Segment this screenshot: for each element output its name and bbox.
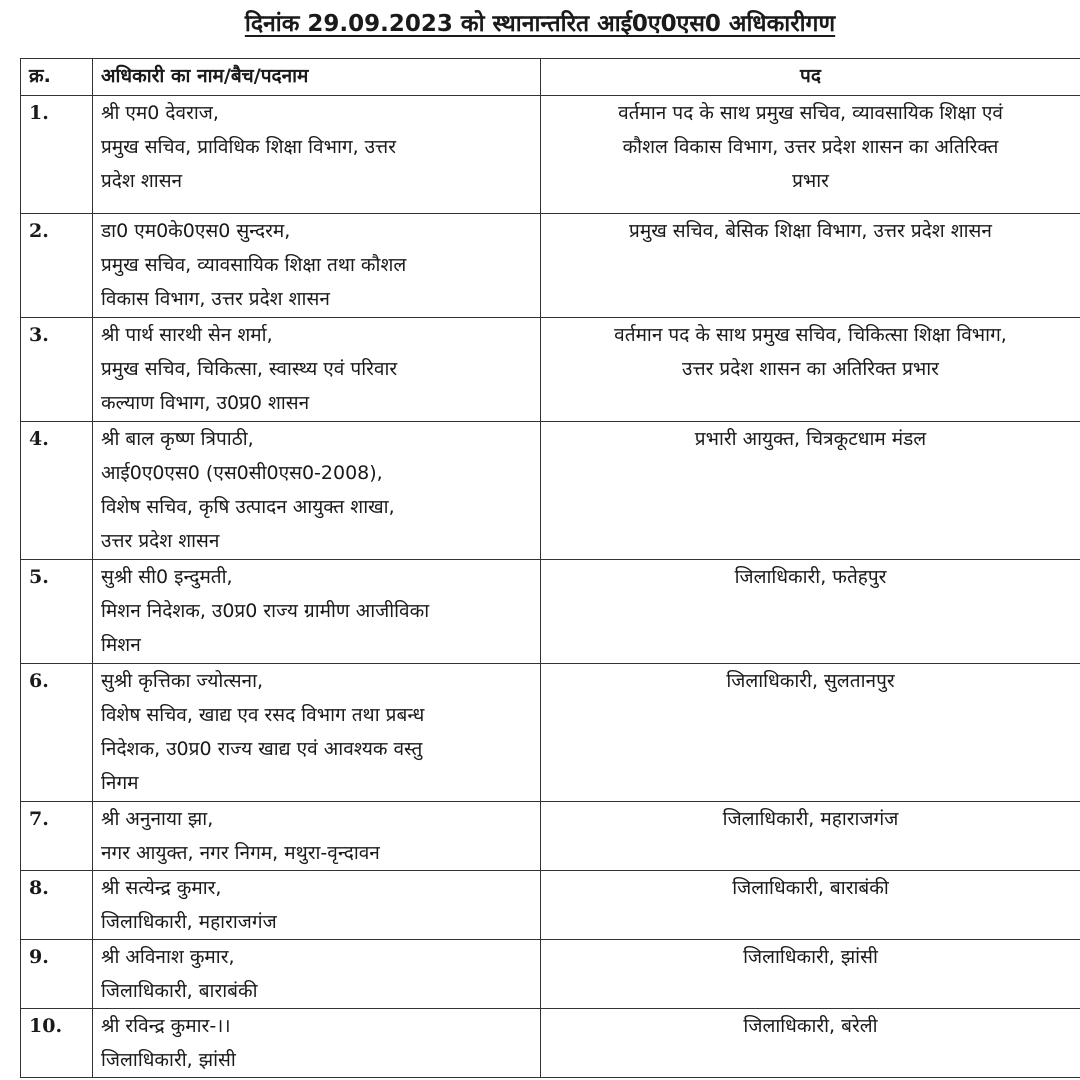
new-post-line: उत्तर प्रदेश शासन का अतिरिक्त प्रभार [682, 358, 939, 380]
officer-details-line: डा0 एम0के0एस0 सुन्दरम, [101, 220, 291, 242]
officer-details-line: प्रमुख सचिव, प्राविधिक शिक्षा विभाग, उत्तर [101, 136, 396, 158]
officer-details-line: प्रदेश शासन [101, 170, 183, 192]
officer-details-line: प्रमुख सचिव, व्यावसायिक शिक्षा तथा कौशल [101, 254, 407, 276]
new-post [541, 422, 1080, 560]
new-post-line: प्रभारी आयुक्त, चित्रकूटधाम मंडल [694, 428, 927, 450]
officer-details-line: नगर आयुक्त, नगर निगम, मथुरा-वृन्दावन [101, 842, 380, 864]
officer-details-line: श्री अविनाश कुमार, [101, 946, 235, 968]
serial-number: 2. [21, 214, 93, 318]
officer-details-line: सुश्री कृत्तिका ज्योत्सना, [101, 670, 264, 692]
new-post [541, 318, 1080, 422]
officer-details-line: विशेष सचिव, खाद्य एव रसद विभाग तथा प्रबन्ध [101, 704, 425, 726]
new-post-line: प्रमुख सचिव, बेसिक शिक्षा विभाग, उत्तर प्रदेश शासन [629, 220, 992, 242]
table-row [21, 318, 1080, 422]
serial-number: 4. [21, 422, 93, 560]
officer-details [93, 560, 541, 664]
new-post-line: कौशल विकास विभाग, उत्तर प्रदेश शासन का अतिरिक्त [622, 136, 999, 158]
officer-details-line: श्री पार्थ सारथी सेन शर्मा, [101, 324, 273, 346]
new-post [541, 560, 1080, 664]
new-post [541, 664, 1080, 802]
new-post-line: जिलाधिकारी, सुलतानपुर [726, 670, 895, 692]
officer-details-line: श्री बाल कृष्ण त्रिपाठी, [101, 428, 254, 450]
officer-details [93, 802, 541, 871]
new-post [541, 214, 1080, 318]
officer-details-line: उत्तर प्रदेश शासन [101, 530, 220, 552]
table-row [21, 940, 1080, 1009]
officer-details-line: श्री अनुनाया झा, [101, 808, 214, 830]
transfer-table [20, 58, 1080, 1078]
serial-number: 1. [21, 96, 93, 214]
new-post-line: वर्तमान पद के साथ प्रमुख सचिव, व्यावसायिक शिक्षा एवं [618, 102, 1003, 124]
officer-details-line: जिलाधिकारी, झांसी [101, 1049, 236, 1071]
serial-number: 6. [21, 664, 93, 802]
table-row [21, 802, 1080, 871]
new-post-line: जिलाधिकारी, बरेली [743, 1015, 878, 1037]
officer-details-line: विकास विभाग, उत्तर प्रदेश शासन [101, 288, 330, 310]
new-post-line: जिलाधिकारी, बाराबंकी [732, 877, 889, 899]
new-post-line: जिलाधिकारी, महाराजगंज [722, 808, 899, 830]
officer-details-line: विशेष सचिव, कृषि उत्पादन आयुक्त शाखा, [101, 496, 395, 518]
table-body [21, 96, 1080, 1078]
officer-details-line: सुश्री सी0 इन्दुमती, [101, 566, 233, 588]
officer-details-line: प्रमुख सचिव, चिकित्सा, स्वास्थ्य एवं परिवार [101, 358, 398, 380]
officer-details-line: निगम [101, 772, 139, 794]
officer-details-line: निदेशक, उ0प्र0 राज्य खाद्य एवं आवश्यक वस्तु [101, 738, 423, 760]
serial-number: 3. [21, 318, 93, 422]
officer-details-line: श्री सत्येन्द्र कुमार, [101, 877, 222, 899]
header-post: पद [541, 59, 1080, 96]
serial-number: 7. [21, 802, 93, 871]
new-post [541, 940, 1080, 1009]
officer-details-line: श्री एम0 देवराज, [101, 102, 219, 124]
new-post-line: प्रभार [792, 170, 829, 192]
officer-details [93, 1009, 541, 1078]
new-post-line: जिलाधिकारी, फतेहपुर [734, 566, 887, 588]
officer-details-line: मिशन [101, 634, 141, 656]
table-row [21, 664, 1080, 802]
table-row [21, 422, 1080, 560]
new-post [541, 802, 1080, 871]
officer-details-line: कल्याण विभाग, उ0प्र0 शासन [101, 392, 310, 414]
officer-details [93, 318, 541, 422]
table-row [21, 214, 1080, 318]
document-title: दिनांक 29.09.2023 को स्थानान्तरित आई0ए0एस0 अधिकारीगण [244, 11, 836, 37]
officer-details [93, 214, 541, 318]
table-row [21, 871, 1080, 940]
serial-number: 9. [21, 940, 93, 1009]
officer-details [93, 871, 541, 940]
officer-details-line: जिलाधिकारी, बाराबंकी [101, 980, 258, 1002]
new-post [541, 1009, 1080, 1078]
officer-details-line: श्री रविन्द्र कुमार-।। [101, 1015, 231, 1037]
new-post-line: जिलाधिकारी, झांसी [743, 946, 878, 968]
new-post [541, 871, 1080, 940]
officer-details-line: जिलाधिकारी, महाराजगंज [101, 911, 277, 933]
new-post-line: वर्तमान पद के साथ प्रमुख सचिव, चिकित्सा शिक्षा विभाग, [614, 324, 1007, 346]
serial-number: 5. [21, 560, 93, 664]
table-header-row [21, 59, 1080, 96]
officer-details [93, 96, 541, 214]
officer-details [93, 664, 541, 802]
table-row [21, 96, 1080, 214]
new-post [541, 96, 1080, 214]
officer-details-line: मिशन निदेशक, उ0प्र0 राज्य ग्रामीण आजीविका [101, 600, 430, 622]
header-officer-name: अधिकारी का नाम/बैच/पदनाम [93, 59, 541, 96]
officer-details-line: आई0ए0एस0 (एस0सी0एस0-2008), [101, 462, 383, 484]
table-row [21, 1009, 1080, 1078]
serial-number: 10. [21, 1009, 93, 1078]
officer-details [93, 422, 541, 560]
header-serial: क्र. [21, 59, 93, 96]
officer-details [93, 940, 541, 1009]
serial-number: 8. [21, 871, 93, 940]
table-row [21, 560, 1080, 664]
